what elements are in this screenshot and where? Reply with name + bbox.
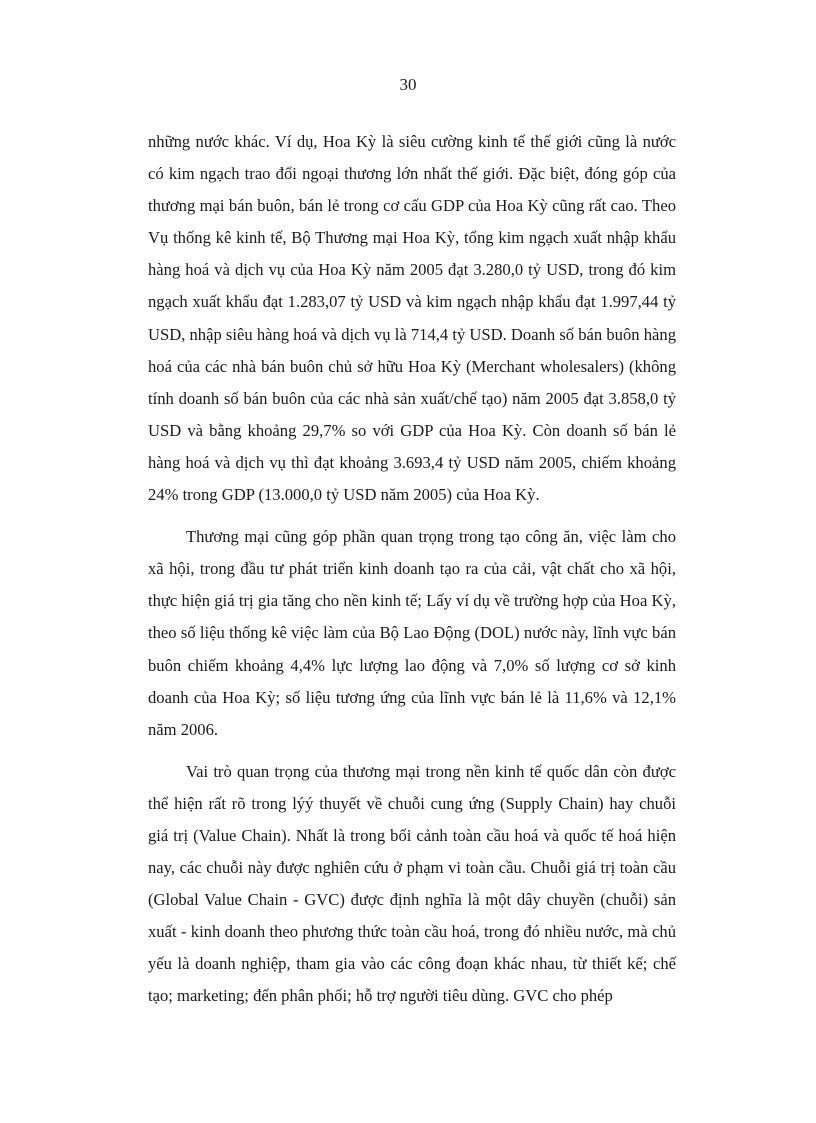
paragraph-3: Vai trò quan trọng của thương mại trong nền kinh tế quốc dân còn được thể hiện rất rõ trong lýý thuyết về chuỗi cung ứng (Supply Chain) hay chuỗi giá trị (Value Chain). Nhất là trong bối cảnh toàn cầu hoá và quốc tế hoá hiện nay, các chuỗi này được nghiên cứu ở phạm vi toàn cầu. Chuỗi giá trị toàn cầu (Global Value Chain - GVC) được định nghĩa là một dây chuyền (chuỗi) sản xuất - kinh doanh theo phương thức toàn cầu hoá, trong đó nhiều nước, mà chủ yếu là doanh nghiệp, tham gia vào các công đoạn khác nhau, từ thiết kế; chế tạo; marketing; đến phân phối; hỗ trợ người tiêu dùng. GVC cho phép bbox=[148, 761, 676, 1006]
paragraph-2: Thương mại cũng góp phần quan trọng trong tạo công ăn, việc làm cho xã hội, trong đầu tư phát triển kinh doanh tạo ra của cải, vật chất cho xã hội, thực hiện giá trị gia tăng cho nền kinh tế; Lấy ví dụ về trường hợp của Hoa Kỳ, theo số liệu thống kê việc làm của Bộ Lao Động (DOL) nước này, lĩnh vực bán buôn chiếm khoảng 4,4% lực lượng lao động và 7,0% số lượng cơ sở kinh doanh của Hoa Kỳ; số liệu tương ứng của lĩnh vực bán lẻ là 11,6% và 12,1% năm 2006. bbox=[148, 527, 676, 739]
document-body bbox=[148, 126, 676, 1013]
paragraph-1: những nước khác. Ví dụ, Hoa Kỳ là siêu cường kinh tế thế giới cũng là nước có kim ngạch trao đổi ngoại thương lớn nhất thế giới. Đặc biệt, đóng góp của thương mại bán buôn, bán lẻ trong cơ cấu GDP của Hoa Kỳ cũng rất cao. Theo Vụ thống kê kinh tế, Bộ Thương mại Hoa Kỳ, tổng kim ngạch xuất nhập khẩu hàng hoá và dịch vụ của Hoa Kỳ năm 2005 đạt 3.280,0 tỷ USD, trong đó kim ngạch xuất khẩu đạt 1.283,07 tỷ USD và kim ngạch nhập khẩu đạt 1.997,44 tỷ USD, nhập siêu hàng hoá và dịch vụ là 714,4 tỷ USD. Doanh số bán buôn hàng hoá của các nhà bán buôn chủ sở hữu Hoa Kỳ (Merchant wholesalers) (không tính doanh số bán buôn của các nhà sản xuất/chế tạo) năm 2005 đạt 3.858,0 tỷ USD và bằng khoảng 29,7% so với GDP của Hoa Kỳ. Còn doanh số bán lẻ hàng hoá và dịch vụ thì đạt khoảng 3.693,4 tỷ USD năm 2005, chiếm khoảng 24% trong GDP (13.000,0 tỷ USD năm 2005) của Hoa Kỳ. bbox=[148, 132, 676, 505]
page-number: 30 bbox=[399, 75, 417, 94]
